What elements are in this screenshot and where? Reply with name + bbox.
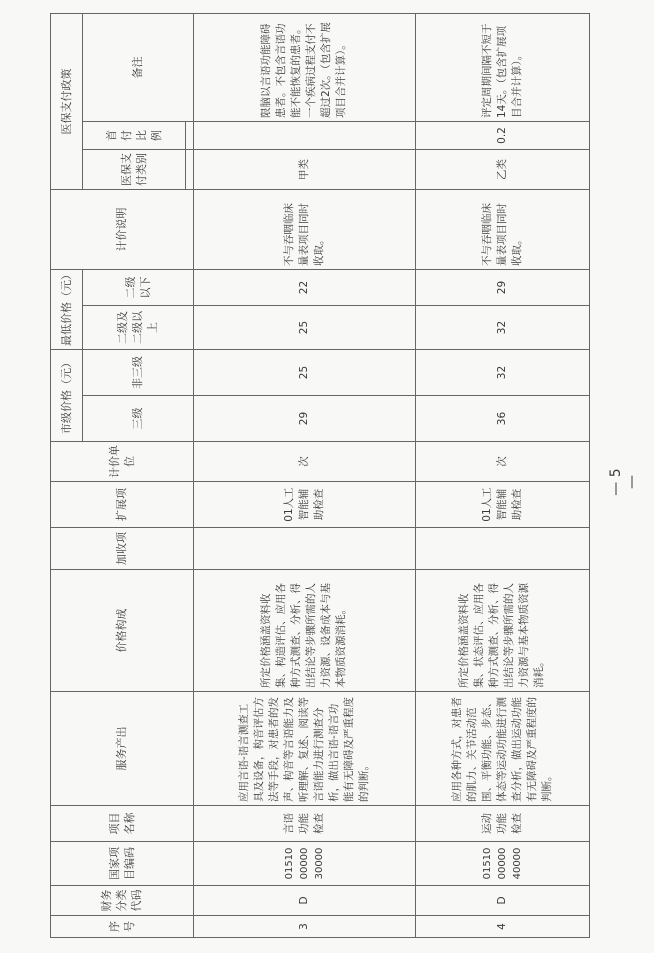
header-level2-below: 二级以下 (82, 270, 193, 306)
header-insurance: 医保支付政策 (51, 13, 83, 189)
header-remark: 备注 (82, 13, 193, 121)
pricing-table (50, 13, 590, 938)
cell-pricing-note: 不与吞咽临床量表项目同时收取。 (415, 190, 589, 270)
cell-item-name: 运动功能检查 (415, 806, 589, 842)
cell-seq: 3 (193, 916, 415, 938)
cell-price-composition: 所定价格涵盖资料收集、状态评估、应用各种方式测查、分析、得出结论等步骤所需的人力资源与基本物质资源消耗。 (415, 570, 589, 692)
header-pricing-note: 计价说明 (51, 190, 194, 270)
header-blank-ins (185, 150, 193, 190)
cell-level2-below: 29 (415, 270, 589, 306)
header-fin-class: 财务分类代码 (51, 886, 194, 916)
cell-pricing-note: 不与吞咽临床量表项目同时收取。 (193, 190, 415, 270)
cell-service-output: 应用各种方式，对患者的肌力、关节活动范围、平衡功能、步态、体态等运动功能进行测查分析，做出运动功能有无障碍及严重程度的判断。 (415, 692, 589, 806)
header-item-name: 项目名称 (51, 806, 194, 842)
cell-price-composition: 所定价格涵盖资料收集、构造评估、应用各种方式测查、分析、得出结论等步骤所需的人力资源、设备成本与基本物质资源消耗。 (193, 570, 415, 692)
header-row-1 (51, 13, 83, 937)
cell-fin-class: D (193, 886, 415, 916)
cell-non-level3: 25 (193, 350, 415, 396)
header-service-output: 服务产出 (51, 692, 194, 806)
header-seq: 序号 (51, 916, 194, 938)
cell-national-code: 015100000040000 (415, 842, 589, 886)
cell-add-item (415, 528, 589, 570)
header-level3: 三级 (82, 396, 193, 442)
cell-ins-category: 乙类 (415, 150, 589, 190)
header-self-pay: 首付比例 (82, 122, 185, 150)
cell-fin-class: D (415, 886, 589, 916)
header-non-level3: 非三级 (82, 350, 193, 396)
rotated-table-container (50, 18, 590, 938)
header-ins-category: 医保支付类别 (82, 150, 185, 190)
cell-level2-above: 25 (193, 306, 415, 350)
cell-ins-category: 甲类 (193, 150, 415, 190)
cell-non-level3: 32 (415, 350, 589, 396)
header-low-price: 最低价格（元） (51, 270, 83, 350)
cell-self-pay: 0.2 (415, 122, 589, 150)
cell-unit: 次 (193, 442, 415, 482)
header-ext-item: 扩展项 (51, 482, 194, 528)
header-price-composition: 价格构成 (51, 570, 194, 692)
header-level2-above: 二级及二级以上 (82, 306, 193, 350)
header-city-price: 市级价格（元） (51, 350, 83, 442)
cell-level3: 36 (415, 396, 589, 442)
cell-remark: 限脑以言语功能障碍患者。不包含言语功能不能恢复的患者。一个疾病过程支付不超过2次。（包含扩展项目合并计算）。 (193, 13, 415, 121)
cell-add-item (193, 528, 415, 570)
cell-remark: 评定周期间隔不短于14天。（包含扩展项目合并计算）。 (415, 13, 589, 121)
header-add-item: 加收项 (51, 528, 194, 570)
cell-ext-item: 01人工智能辅助检查 (415, 482, 589, 528)
cell-national-code: 015100000030000 (193, 842, 415, 886)
cell-level2-above: 32 (415, 306, 589, 350)
header-unit: 计价单位 (51, 442, 194, 482)
cell-unit: 次 (415, 442, 589, 482)
cell-ext-item: 01人工智能辅助检查 (193, 482, 415, 528)
table-row (415, 13, 589, 937)
header-blank-pay (185, 122, 193, 150)
cell-level3: 29 (193, 396, 415, 442)
cell-level2-below: 22 (193, 270, 415, 306)
cell-service-output: 应用言语-语言测查工具及设备，构音评估方法等手段，对患者的发声、构音等言语能力及听理解、复述、阅读等言语能力进行测查分析，做出言语-语言功能有无障碍及严重程度的判断。 (193, 692, 415, 806)
page-number: — 5 — (608, 468, 640, 496)
cell-seq: 4 (415, 916, 589, 938)
table-row (193, 13, 415, 937)
header-national-code: 国家项目编码 (51, 842, 194, 886)
cell-item-name: 言语功能检查 (193, 806, 415, 842)
cell-self-pay (193, 122, 415, 150)
